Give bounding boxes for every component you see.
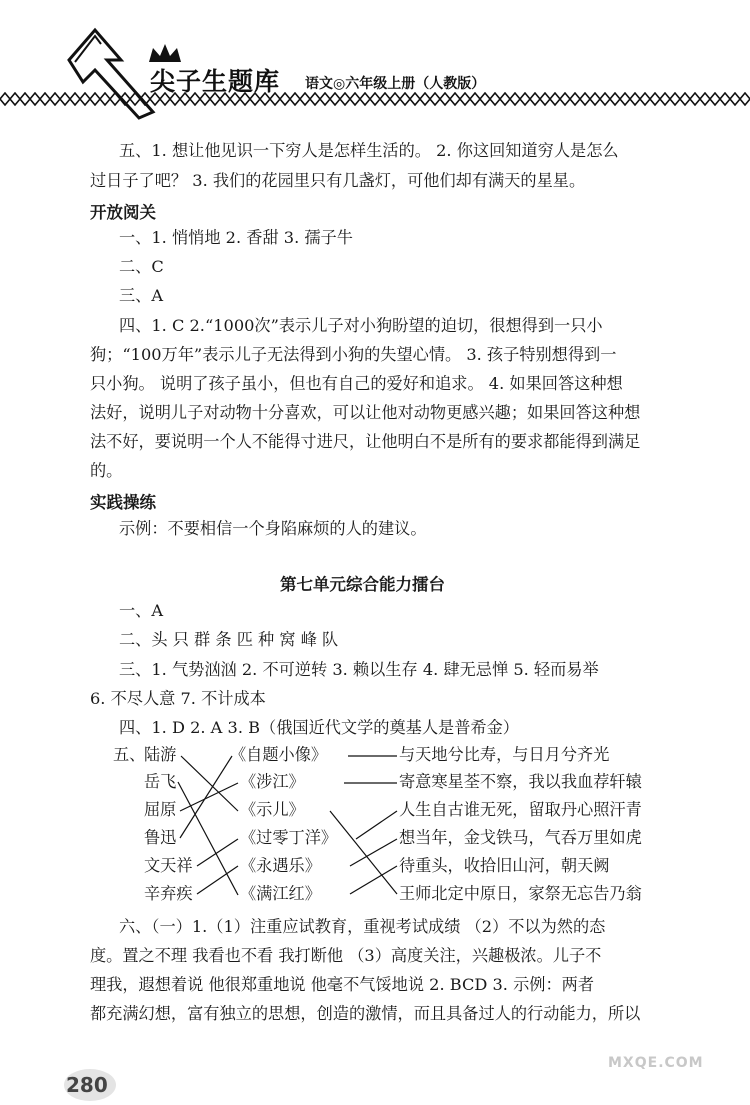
work: 《永遇乐》 xyxy=(240,856,321,875)
watermark: MXQE.COM xyxy=(608,1055,704,1071)
text-line: 理我，遐想着说 他很郑重地说 他毫不气馁地说 2. BCD 3. 示例：两者 xyxy=(90,975,595,994)
text-line: 五、1. 想让他见识一下穷人是怎样生活的。 2. 你这回知道穷人是怎么 xyxy=(119,141,619,160)
quote: 想当年，金戈铁马，气吞万里如虎 xyxy=(399,828,642,847)
text-line: 只小狗。 说明了孩子虽小，但也有自己的爱好和追求。 4. 如果回答这种想 xyxy=(90,374,623,393)
book-subtitle: 语文◎六年级上册（人教版） xyxy=(305,76,486,92)
text-line: 度。置之不理 我看也不看 我打断他 （3）高度关注，兴趣极浓。儿子不 xyxy=(90,946,602,965)
text-line: 示例：不要相信一个身陷麻烦的人的建议。 xyxy=(119,519,427,538)
text-line: 三、A xyxy=(119,286,164,305)
work: 《满江红》 xyxy=(240,884,321,903)
match-connector xyxy=(178,782,238,895)
text-line: 二、C xyxy=(119,257,164,276)
page-number: 280 xyxy=(66,1073,108,1097)
quote: 待重头，收拾旧山河，朝天阙 xyxy=(399,856,610,875)
author: 屈原 xyxy=(144,800,177,819)
text-line: 法好，说明儿子对动物十分喜欢，可以让他对动物更感兴趣；如果回答这种想 xyxy=(90,403,641,422)
text-line: 过日子了吧？ 3. 我们的花园里只有几盏灯，可他们却有满天的星星。 xyxy=(90,171,586,190)
text-line: 都充满幻想，富有独立的思想，创造的激情，而且具备过人的行动能力，所以 xyxy=(90,1004,641,1023)
text-line: 狗；“100万年”表示儿子无法得到小狗的失望心情。 3. 孩子特别想得到一 xyxy=(90,345,617,364)
unit-heading: 第七单元综合能力擂台 xyxy=(280,575,445,594)
text-line: 一、1. 悄悄地 2. 香甜 3. 孺子牛 xyxy=(119,228,353,247)
author: 陆游 xyxy=(144,745,177,764)
match-connector xyxy=(180,756,232,838)
text-line: 二、头 只 群 条 匹 种 窝 峰 队 xyxy=(119,630,339,649)
quote: 人生自古谁无死，留取丹心照汗青 xyxy=(399,800,642,819)
text-line: 一、A xyxy=(119,601,164,620)
work: 《涉江》 xyxy=(240,772,305,791)
match-connector xyxy=(197,839,238,866)
work: 《示儿》 xyxy=(240,800,305,819)
author: 辛弃疾 xyxy=(144,884,193,903)
text-line: 三、1. 气势汹汹 2. 不可逆转 3. 赖以生存 4. 肆无忌惮 5. 轻而易举 xyxy=(119,660,599,679)
match-connector xyxy=(330,811,397,894)
section-heading-practice: 实践操练 xyxy=(90,493,156,512)
brand-title: 尖子生题库 xyxy=(150,67,281,96)
quote: 王师北定中原日，家祭无忘告乃翁 xyxy=(399,884,642,903)
match-connector xyxy=(350,839,397,866)
text-line: 的。 xyxy=(90,461,123,480)
quote: 与天地兮比寿，与日月兮齐光 xyxy=(399,745,610,764)
text-line: 6. 不尽人意 7. 不计成本 xyxy=(90,689,266,708)
page-header xyxy=(0,0,750,110)
quote: 寄意寒星荃不察，我以我血荐轩辕 xyxy=(399,772,642,791)
match-connector xyxy=(350,866,397,894)
author: 文天祥 xyxy=(144,856,193,875)
work: 《过零丁洋》 xyxy=(240,828,338,847)
section-heading-open: 开放阅关 xyxy=(90,203,156,222)
text-line: 六、（一）1.（1）注重应试教育，重视考试成绩 （2）不以为然的态 xyxy=(119,917,606,936)
work: 《自题小像》 xyxy=(230,745,328,764)
match-label: 五、 xyxy=(113,745,146,764)
text-line: 四、1. C 2.“1000次”表示儿子对小狗盼望的迫切，很想得到一只小 xyxy=(119,316,603,335)
zigzag-divider xyxy=(0,92,750,106)
text-line: 四、1. D 2. A 3. B（俄国近代文学的奠基人是普希金） xyxy=(119,718,519,737)
match-connector xyxy=(180,783,238,811)
match-connector xyxy=(197,866,238,894)
author: 鲁迅 xyxy=(144,828,177,847)
author: 岳飞 xyxy=(144,772,177,791)
text-line: 法不好，要说明一个人不能得寸进尺，让他明白不是所有的要求都能得到满足 xyxy=(90,432,641,451)
match-connector xyxy=(356,811,397,839)
